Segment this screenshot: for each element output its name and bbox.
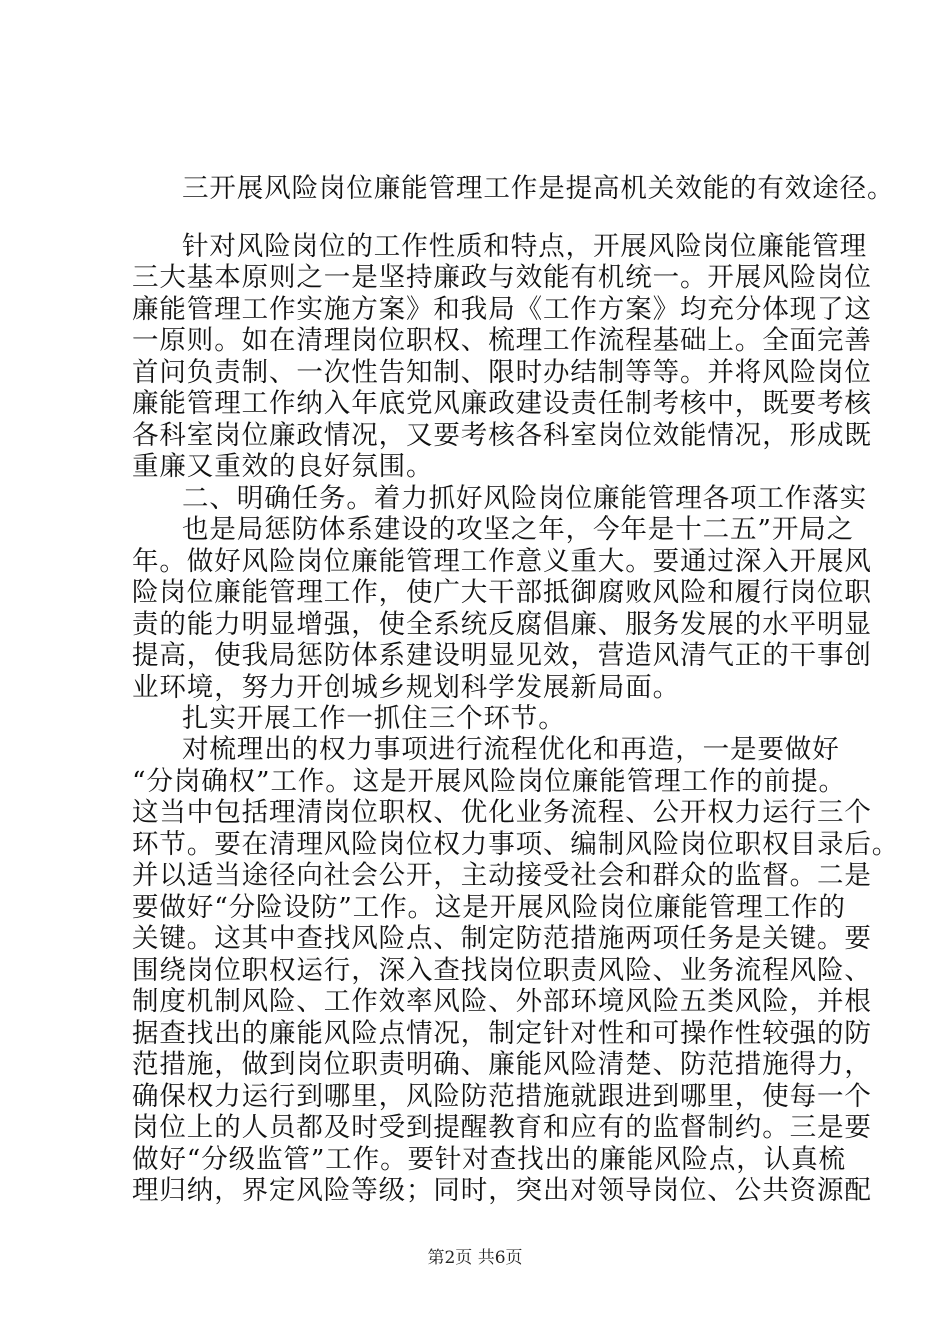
text-line: 首问负责制、一次性告知制、限时办结制等等。并将风险岗位 [132,357,872,388]
text-line: 据查找出的廉能风险点情况，制定针对性和可操作性较强的防 [132,1018,872,1049]
text-line: 险岗位廉能管理工作，使广大干部抵御腐败风险和履行岗位职 [132,577,872,608]
text-line: 三大基本原则之一是坚持廉政与效能有机统一。开展风险岗位 [132,262,872,293]
text-line: 廉能管理工作纳入年底党风廉政建设责任制考核中，既要考核 [132,388,872,419]
text-line: 要做好“分险设防”工作。这是开展风险岗位廉能管理工作的 [132,892,846,923]
text-line: 年。做好风险岗位廉能管理工作意义重大。要通过深入开展风 [132,546,872,577]
text-line: “分岗确权”工作。这是开展风险岗位廉能管理工作的前提。 [132,766,846,797]
text-line: 三开展风险岗位廉能管理工作是提高机关效能的有效途径。 [182,173,895,204]
text-line: 重廉又重效的良好氛围。 [132,451,434,482]
text-line: 并以适当途径向社会公开，主动接受社会和群众的监督。二是 [132,860,872,891]
text-line: 对梳理出的权力事项进行流程优化和再造，一是要做好 [182,734,840,765]
text-line: 确保权力运行到哪里，风险防范措施就跟进到哪里，使每一个 [132,1081,872,1112]
text-line: 范措施，做到岗位职责明确、廉能风险清楚、防范措施得力， [132,1049,872,1080]
text-line: 二、明确任务。着力抓好风险岗位廉能管理各项工作落实 [182,483,867,514]
text-line: 做好“分级监管”工作。要针对查找出的廉能风险点，认真梳 [132,1144,846,1175]
text-line: 理归纳，界定风险等级；同时，突出对领导岗位、公共资源配 [132,1175,872,1206]
text-line: 制度机制风险、工作效率风险、外部环境风险五类风险，并根 [132,986,872,1017]
text-line: 围绕岗位职权运行，深入查找岗位职责风险、业务流程风险、 [132,955,872,986]
text-line: 岗位上的人员都及时受到提醒教育和应有的监督制约。三是要 [132,1112,872,1143]
text-line: 也是局惩防体系建设的攻坚之年，今年是十二五”开局之 [182,514,855,545]
text-line: 扎实开展工作一抓住三个环节。 [182,703,566,734]
text-line: 业环境，努力开创城乡规划科学发展新局面。 [132,672,680,703]
text-line: 提高，使我局惩防体系建设明显见效，营造风清气正的干事创 [132,640,872,671]
text-line: 廉能管理工作实施方案》和我局《工作方案》均充分体现了这 [132,294,872,325]
text-line: 各科室岗位廉政情况，又要考核各科室岗位效能情况，形成既 [132,420,872,451]
text-line: 一原则。如在清理岗位职权、梳理工作流程基础上。全面完善 [132,325,872,356]
text-line: 针对风险岗位的工作性质和特点，开展风险岗位廉能管理 [182,231,867,262]
text-line: 这当中包括理清岗位职权、优化业务流程、公开权力运行三个 [132,797,872,828]
text-line: 关键。这其中查找风险点、制定防范措施两项任务是关键。要 [132,923,872,954]
text-line: 环节。要在清理风险岗位权力事项、编制风险岗位职权目录后。 [132,829,900,860]
text-line: 责的能力明显增强，使全系统反腐倡廉、服务发展的水平明显 [132,609,872,640]
page-footer: 第2页 共6页 [427,1248,523,1268]
